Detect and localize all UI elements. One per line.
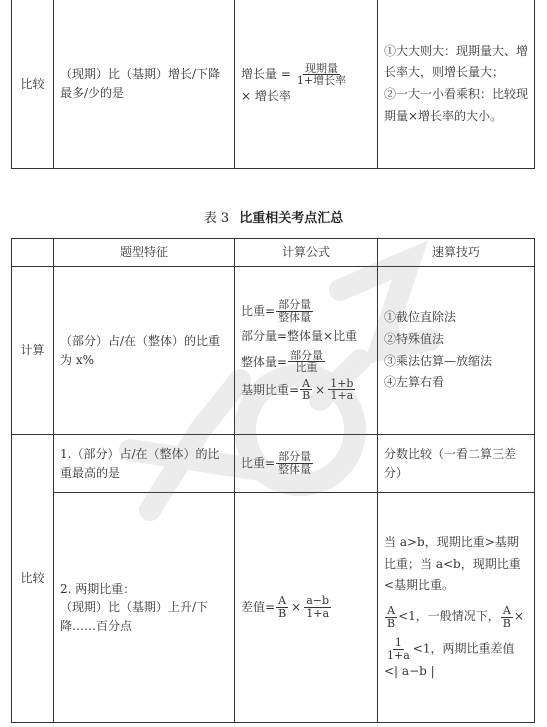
question-feature: 1.（部分）占/在（整体）的比重最高的是	[54, 435, 235, 493]
denominator: B	[502, 616, 511, 630]
tip-item: ④左算右看	[384, 375, 445, 390]
fraction	[385, 637, 412, 661]
header-empty	[12, 239, 54, 267]
tip-item: 当 a>b，现期比重>基期比重；当 a<b，现期比重<基期比重。	[384, 535, 521, 593]
tip-text: <1，一般情况下，	[398, 609, 500, 624]
formula-cell	[235, 267, 378, 435]
fraction	[276, 451, 313, 475]
question-feature	[54, 493, 235, 723]
numerator: 部分量	[278, 298, 312, 312]
denominator: 1+a	[330, 389, 354, 403]
formula-label: 比重=	[241, 303, 276, 318]
tip-text: <1，两期比重差值<| a−b |	[384, 641, 515, 679]
denominator: B	[278, 607, 287, 620]
formula-line	[241, 451, 371, 475]
feature-line: （现期）比（基期）上升/下降……百分点	[60, 600, 209, 633]
tip-item: ②特殊值法	[384, 331, 445, 346]
numerator: A	[387, 604, 396, 617]
tips-cell	[378, 0, 535, 169]
formula-label: 比重=	[241, 456, 276, 471]
table-row	[12, 493, 535, 723]
numerator: 部分量	[278, 450, 312, 464]
denominator: 整体量	[278, 463, 312, 476]
row-category: 比较	[12, 435, 54, 723]
numerator: 1	[394, 636, 402, 650]
formula-cell	[235, 435, 378, 493]
numerator: A	[502, 604, 511, 617]
header-row	[12, 239, 535, 267]
table-title	[0, 207, 547, 226]
tip-item: ①大大则大：现期量大、增长率大，则增长量大；	[384, 43, 529, 80]
denominator: 整体量	[278, 310, 312, 324]
denominator: 1+a	[306, 607, 330, 620]
header-tips: 速算技巧	[378, 239, 535, 267]
formula-cell	[235, 0, 378, 169]
fraction	[385, 605, 397, 629]
numerator: 1+b	[330, 376, 354, 390]
tips-cell	[378, 267, 535, 435]
formula-line	[241, 299, 371, 323]
header-feature: 题型特征	[54, 239, 235, 267]
fraction	[276, 299, 313, 323]
denominator: 比重	[295, 361, 318, 375]
table-row	[12, 267, 535, 435]
formula-line	[241, 327, 371, 346]
table-row	[12, 435, 535, 493]
operator: ×	[291, 600, 302, 615]
numerator: A	[278, 594, 287, 608]
tip-item: ③乘法估算—放缩法	[384, 353, 493, 368]
operator: ×	[513, 609, 524, 624]
fraction	[295, 63, 348, 87]
operator: ×	[315, 382, 326, 397]
formula-line	[241, 350, 371, 374]
formula-text: 部分量=整体量×比重	[241, 329, 358, 344]
fraction	[328, 378, 355, 402]
tip-item: ②一大一小看乘积：比较现期量×增长率的大小。	[384, 87, 529, 123]
fraction	[304, 595, 331, 619]
tip-item: ①截位直除法	[384, 310, 457, 325]
formula-line	[241, 595, 371, 619]
formula-prefix: 增长量 =	[241, 67, 291, 82]
proportion-table	[11, 238, 535, 723]
fraction	[288, 350, 325, 374]
tip-cell: 分数比较（一看二算三差分）	[378, 435, 535, 493]
numerator: A	[302, 376, 311, 390]
formula-line	[241, 378, 371, 402]
numerator: a−b	[306, 594, 330, 608]
tip-item	[384, 605, 528, 629]
fraction	[501, 605, 513, 629]
tips-cell	[378, 493, 535, 723]
row-category: 计算	[12, 267, 54, 435]
formula-suffix: × 增长率	[241, 88, 291, 103]
feature-line: 2. 两期比重：	[60, 581, 136, 596]
row-category: 比较	[12, 0, 54, 169]
numerator: 部分量	[290, 348, 324, 362]
formula-label: 整体量=	[241, 354, 288, 369]
table-title-text: 比重相关考点汇总	[239, 211, 344, 226]
growth-comparison-table	[11, 0, 535, 169]
fraction	[276, 595, 288, 619]
numerator: 现期量	[304, 61, 338, 75]
denominator: B	[302, 389, 311, 403]
fraction	[300, 378, 312, 402]
question-feature: （部分）占/在（整体）的比重为 x%	[54, 267, 235, 435]
tip-item	[384, 637, 528, 683]
denominator: 1+a	[387, 648, 410, 662]
formula-label: 基期比重=	[241, 382, 300, 397]
table-number: 表 3	[203, 211, 230, 226]
denominator: 1+增长率	[296, 74, 347, 88]
table-row	[12, 0, 535, 169]
formula-cell	[235, 493, 378, 723]
denominator: B	[387, 616, 396, 630]
formula-label: 差值=	[241, 600, 276, 615]
header-formula: 计算公式	[235, 239, 378, 267]
question-feature: （现期）比（基期）增长/下降最多/少的是	[54, 0, 235, 169]
